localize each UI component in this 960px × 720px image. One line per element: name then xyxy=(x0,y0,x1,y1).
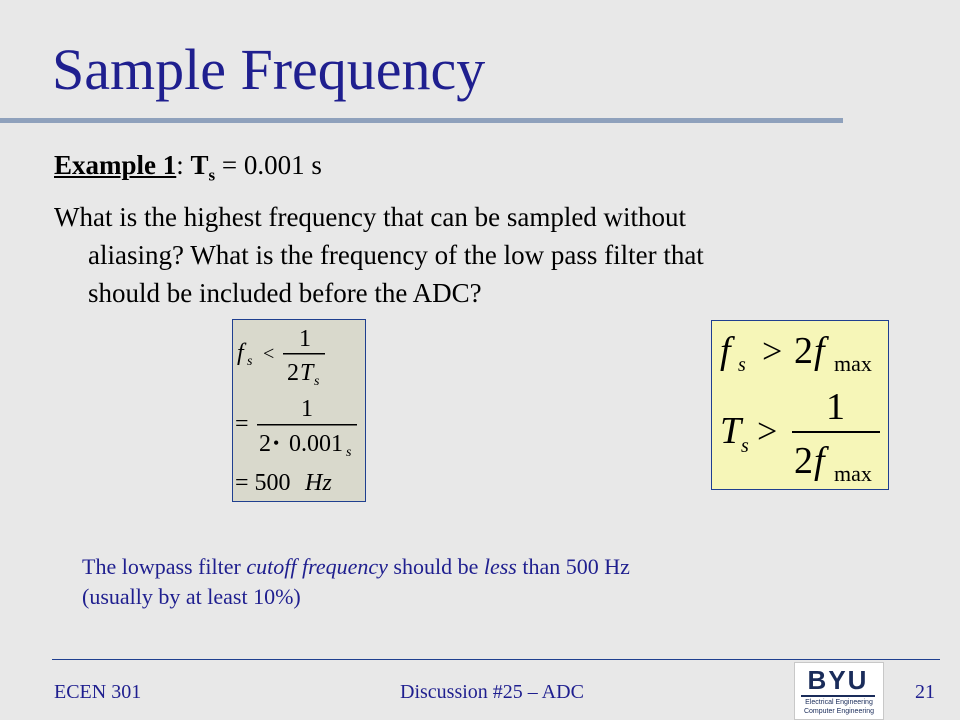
footer-divider xyxy=(52,659,940,660)
eq-right-f: f xyxy=(720,330,731,372)
eq-right-fmax: f xyxy=(814,330,825,372)
footer-center-text: Discussion #25 – ADC xyxy=(400,681,584,703)
equation-right-svg xyxy=(712,321,888,489)
logo-line-2: Computer Engineering xyxy=(803,708,875,715)
eq-left-lt: < xyxy=(263,343,275,365)
eq-right-T-sub: s xyxy=(741,435,749,457)
note-italic-1: cutoff frequency xyxy=(246,554,388,579)
question-line-1: What is the highest frequency that can be sampled without xyxy=(54,202,687,232)
eq-left-num: 1 xyxy=(299,326,311,352)
eq-left-den2-sub: s xyxy=(346,445,352,460)
eq-left-unit: Hz xyxy=(305,470,332,496)
equation-box-left xyxy=(232,319,366,502)
eq-left-fraction-bar-2 xyxy=(257,424,357,426)
example-var: T xyxy=(190,150,209,180)
question-line-3: should be included before the ADC? xyxy=(88,278,482,308)
eq-left-lhs: f xyxy=(237,340,244,366)
eq-right-f-sub: s xyxy=(738,354,746,376)
note-line-2: (usually by at least 10%) xyxy=(82,584,301,609)
question-line-2: aliasing? What is the frequency of the low pass filter that xyxy=(88,240,704,270)
byu-logo xyxy=(794,662,884,720)
example-colon: : xyxy=(176,150,191,180)
eq-left-den2-a: 2 xyxy=(259,431,271,457)
example-value: = 0.001 s xyxy=(215,150,322,180)
example-label: Example 1 xyxy=(54,150,177,180)
note-part-2: should be xyxy=(387,554,484,579)
eq-right-fmax2: f xyxy=(814,440,825,482)
title-divider xyxy=(0,118,843,123)
eq-right-T: T xyxy=(720,410,742,452)
logo-line-1: Electrical Engineering xyxy=(805,699,873,706)
question-text xyxy=(54,198,854,312)
page-number: 21 xyxy=(915,681,935,703)
eq-right-two: 2 xyxy=(794,330,813,372)
eq-left-den2-dot: • xyxy=(273,433,280,453)
eq-right-max2: max xyxy=(834,461,872,486)
eq-left-den2-b: 0.001 xyxy=(289,431,343,457)
note-text xyxy=(82,552,802,612)
eq-left-den-coef: 2 xyxy=(287,360,299,386)
equation-left-svg xyxy=(233,320,365,501)
eq-right-two2: 2 xyxy=(794,440,813,482)
eq-left-fraction-bar-1 xyxy=(283,353,325,355)
logo-word: BYU xyxy=(807,665,869,695)
example-line xyxy=(54,150,322,185)
note-italic-2: less xyxy=(483,554,517,579)
eq-left-den-sub: s xyxy=(314,374,320,389)
note-part-3: than 500 Hz xyxy=(516,554,630,579)
eq-right-gt: > xyxy=(762,331,783,371)
footer-course: ECEN 301 xyxy=(54,681,142,703)
eq-right-gt2: > xyxy=(757,411,778,451)
equation-box-right xyxy=(711,320,889,490)
eq-left-result: = 500 xyxy=(235,470,291,496)
eq-left-eq: = xyxy=(235,411,249,437)
example-sub: s xyxy=(208,165,216,185)
eq-right-one: 1 xyxy=(826,386,845,428)
eq-left-den-var: T xyxy=(300,360,314,386)
eq-right-fraction-bar xyxy=(792,431,880,433)
eq-left-lhs-sub: s xyxy=(247,354,253,369)
note-part-1: The lowpass filter xyxy=(82,554,247,579)
eq-right-max: max xyxy=(834,351,872,376)
slide-title: Sample Frequency xyxy=(52,37,486,102)
eq-left-num2: 1 xyxy=(301,396,313,422)
logo-bar xyxy=(801,695,875,697)
